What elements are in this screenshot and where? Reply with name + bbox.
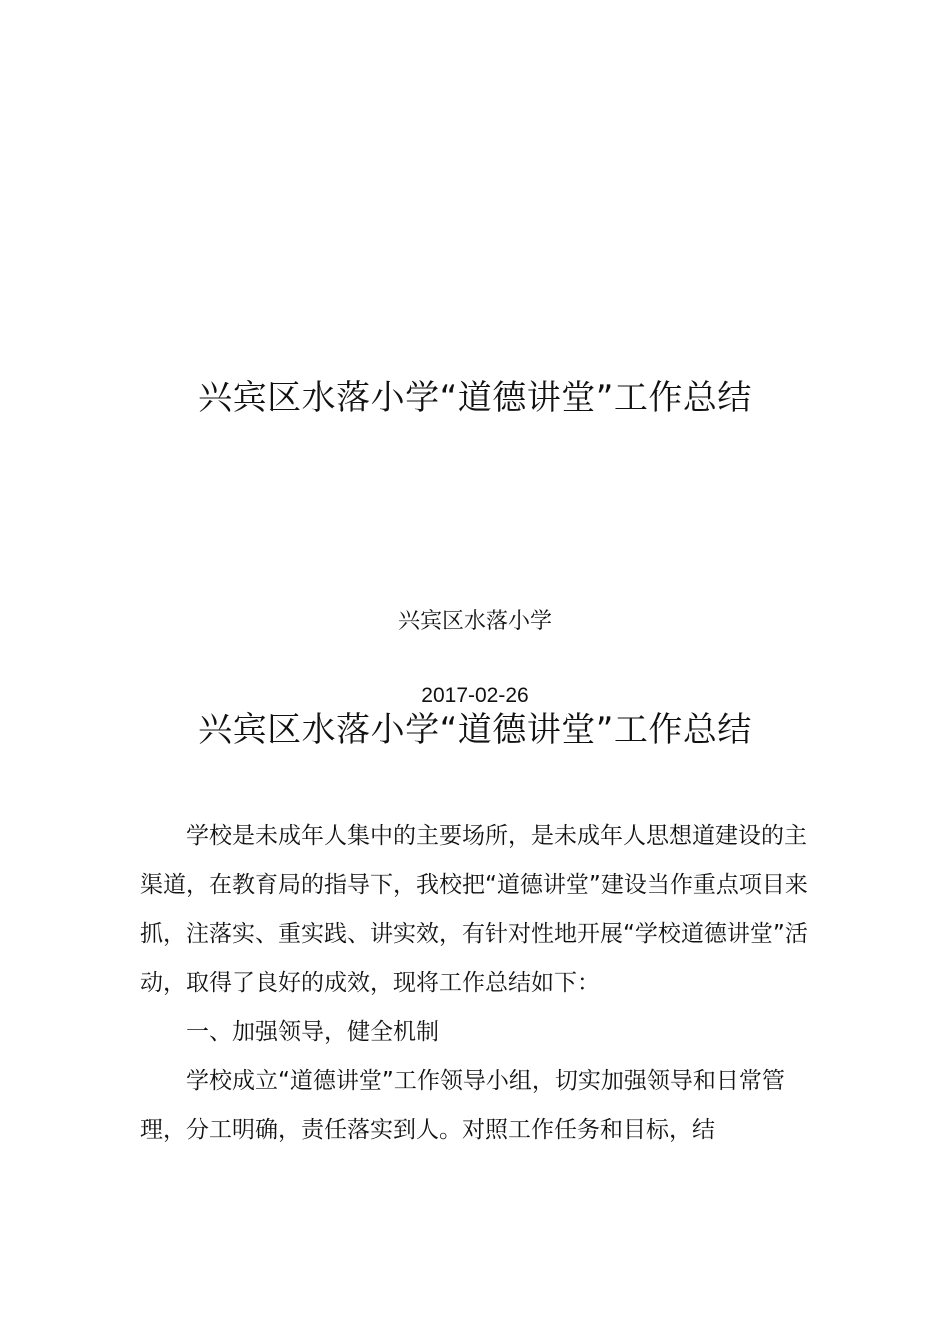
cover-organization: 兴宾区水落小学 <box>397 609 552 634</box>
document-body <box>140 812 808 1155</box>
document-title: 兴宾区水落小学“道德讲堂”工作总结 <box>198 710 752 750</box>
section-heading-leadership: 一、加强领导，健全机制 <box>186 1019 439 1045</box>
cover-title: 兴宾区水落小学“道德讲堂”工作总结 <box>198 378 752 418</box>
intro-paragraph: 学校是未成年人集中的主要场所，是未成年人思想道建设的主渠道，在教育局的指导下，我校把“道德讲堂”建设当作重点项目来抓，注落实、重实践、讲实效，有针对性地开展“学校道德讲堂”活动，取得了良好的成效，现将工作总结如下： <box>140 823 808 996</box>
section-paragraph-leadership: 学校成立“道德讲堂”工作领导小组，切实加强领导和日常管理，分工明确，责任落实到人。对照工作任务和目标，结 <box>140 1068 785 1143</box>
cover-date: 2017-02-26 <box>421 684 529 707</box>
